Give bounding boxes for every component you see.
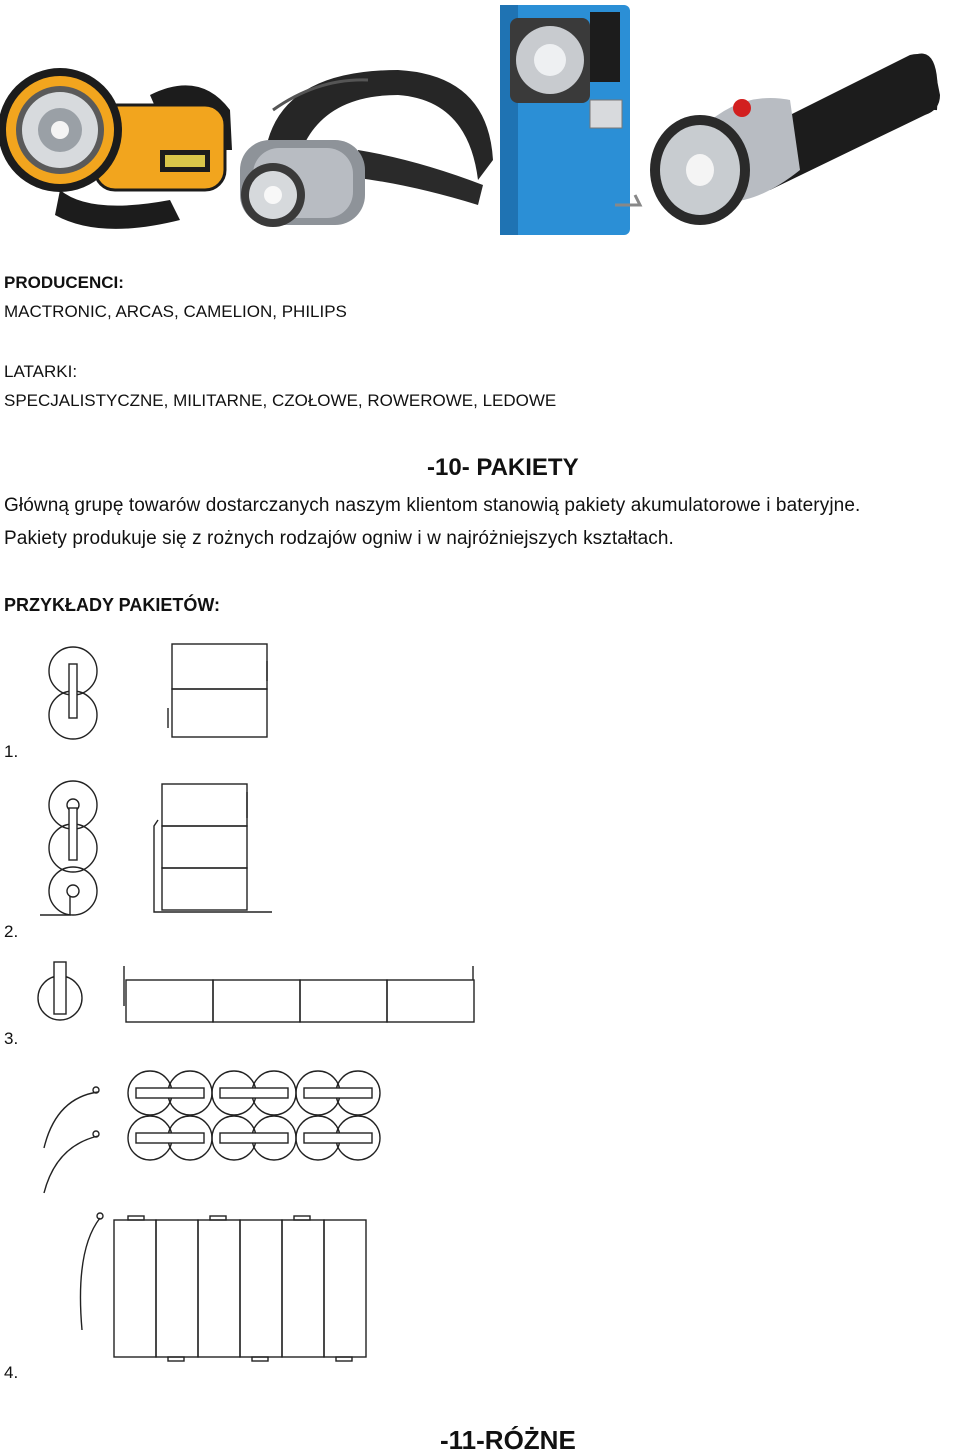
examples-heading: PRZYKŁADY PAKIETÓW: [4, 595, 221, 615]
product-photos [0, 0, 960, 240]
example-number-1: 1. [4, 742, 19, 761]
square-lantern-icon [495, 0, 645, 240]
section-title-misc: -11-RÓŻNE [440, 1425, 576, 1455]
flashlights-heading: LATARKI: [4, 362, 78, 381]
producers-heading: PRODUCENCI: [4, 273, 124, 292]
producers-list: MACTRONIC, ARCAS, CAMELION, PHILIPS [4, 302, 347, 321]
flashlights-list: SPECJALISTYCZNE, MILITARNE, CZOŁOWE, ROWEROWE, LEDOWE [4, 391, 557, 410]
pack-diagram-1 [40, 636, 280, 746]
headlamp-icon [228, 0, 498, 240]
spotlight-lantern-icon [0, 0, 240, 240]
torch-flashlight-icon [640, 0, 960, 240]
example-number-2: 2. [4, 922, 19, 941]
section-paragraph-line-1: Główną grupę towarów dostarczanych naszym klientom stanowią pakiety akumulatorowe i bateryjne. [4, 495, 861, 516]
pack-diagram-3-cells [36, 1068, 396, 1198]
pack-diagram-4 [70, 1210, 410, 1370]
example-number-3: 3. [4, 1029, 19, 1048]
section-title-packs: -10- PAKIETY [427, 454, 579, 481]
example-number-4: 4. [4, 1363, 19, 1382]
pack-diagram-3 [34, 958, 484, 1028]
section-paragraph-line-2: Pakiety produkuje się z rożnych rodzajów ogniw i w najróżniejszych kształtach. [4, 528, 674, 549]
pack-diagram-2 [38, 778, 278, 923]
